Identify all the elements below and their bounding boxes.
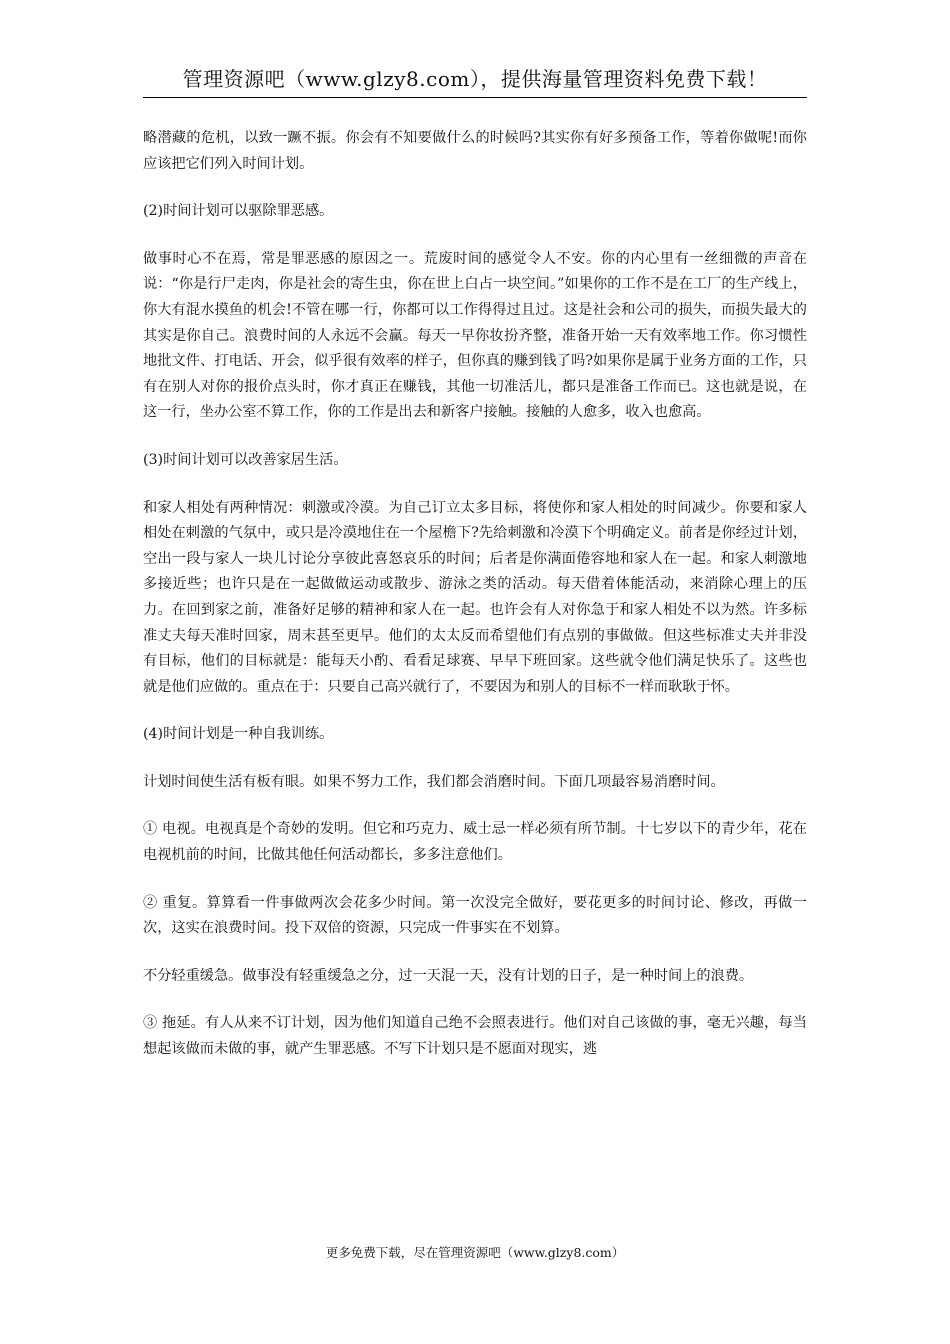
paragraph: 略潜藏的危机，以致一蹶不振。你会有不知要做什么的时候吗?其实你有好多预备工作，等着你做呢!而你应该把它们列入时间计划。 [143, 130, 807, 172]
list-item: ① 电视。电视真是个奇妙的发明。但它和巧克力、威士忌一样必须有所节制。十七岁以下的青少年，花在电视机前的时间，比做其他任何活动都长，多多注意他们。 [143, 821, 807, 864]
page-header [143, 62, 807, 98]
list-item: ② 重复。算算看一件事做两次会花多少时间。第一次没完全做好，要花更多的时间讨论、修改，再做一次，这实在浪费时间。投下双倍的资源，只完成一件事实在不划算。 [143, 894, 807, 937]
header-title: 管理资源吧（www.glzy8.com），提供海量管理资料免费下载！ [182, 67, 768, 91]
list-item: ③ 拖延。有人从来不订计划，因为他们知道自己绝不会照表进行。他们对自己该做的事，毫无兴趣，每当想起该做而未做的事，就产生罪恶感。不写下计划只是不愿面对现实，逃 [143, 1015, 807, 1058]
document-body [143, 126, 807, 1085]
section-heading: (3)时间计划可以改善家居生活。 [143, 451, 348, 468]
paragraph: 和家人相处有两种情况：刺激或冷漠。为自己订立太多目标，将使你和家人相处的时间减少。你要和家人相处在刺激的气氛中，或只是冷漠地住在一个屋檐下?先给刺激和冷漠下个明确定义。前者是你经过计划，空出一段与家人一块儿讨论分享彼此喜怒哀乐的时间；后者是你满面倦容地和家人在一起。和家人刺激地多接近些；也许只是在一起做做运动或散步、游泳之类的活动。每天借着体能活动，来消除心理上的压力。在回到家之前，准备好足够的精神和家人在一起。也许会有人对你急于和家人相处不以为然。许多标准丈夫每天准时回家，周末甚至更早。他们的太太反而希望他们有点别的事做做。但这些标准丈夫并非没有目标，他们的目标就是：能每天小酌、看看足球赛、早早下班回家。这些就令他们满足快乐了。这些也就是他们应做的。重点在于：只要自己高兴就行了，不要因为和别人的目标不一样而耿耿于怀。 [143, 499, 807, 695]
page-footer [0, 1244, 950, 1262]
paragraph: 计划时间使生活有板有眼。如果不努力工作，我们都会消磨时间。下面几项最容易消磨时间。 [143, 773, 725, 790]
paragraph: 做事时心不在焉，常是罪恶感的原因之一。荒废时间的感觉令人不安。你的内心里有一丝细微的声音在说：“你是行尸走肉，你是社会的寄生虫，你在世上白占一块空间。”如果你的工作不是在工厂的生产线上，你大有混水摸鱼的机会!不管在哪一行，你都可以工作得得过且过。这是社会和公司的损失，而损失最大的其实是你自己。浪费时间的人永远不会赢。每天一早你妆扮齐整，准备开始一天有效率地工作。你习惯性地批文件、打电话、开会，似乎很有效率的样子，但你真的赚到钱了吗?如果你是属于业务方面的工作，只有在别人对你的报价点头时，你才真正在赚钱，其他一切准活儿，都只是准备工作而已。这也就是说，在这一行，坐办公室不算工作，你的工作是出去和新客户接触。接触的人愈多，收入也愈高。 [143, 250, 807, 421]
section-heading: (2)时间计划可以驱除罪恶感。 [143, 203, 334, 220]
paragraph: 不分轻重缓急。做事没有轻重缓急之分，过一天混一天，没有计划的日子，是一种时间上的浪费。 [143, 967, 754, 984]
footer-text: 更多免费下载，尽在管理资源吧（www.glzy8.com） [325, 1245, 625, 1260]
section-heading: (4)时间计划是一种自我训练。 [143, 726, 334, 743]
